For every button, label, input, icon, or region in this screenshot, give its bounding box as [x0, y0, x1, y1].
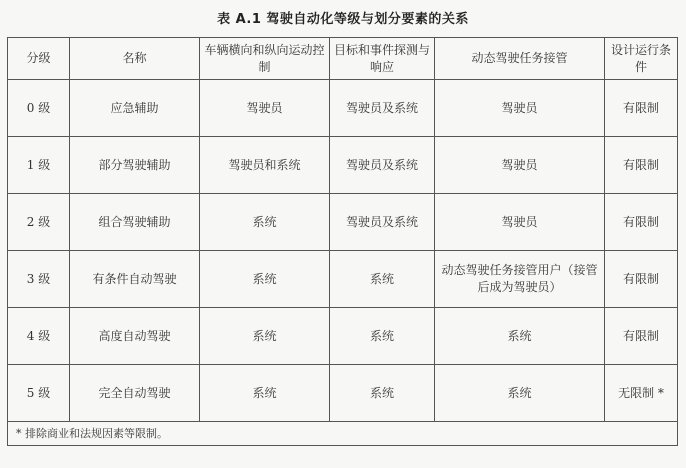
table-row — [8, 365, 678, 422]
cell-level: 1 级 — [8, 137, 70, 194]
footnote-row — [8, 422, 678, 446]
cell-detection-response: 系统 — [330, 251, 435, 308]
cell-takeover: 驾驶员 — [435, 194, 605, 251]
header-level: 分级 — [8, 38, 70, 80]
cell-level: 5 级 — [8, 365, 70, 422]
cell-detection-response: 系统 — [330, 308, 435, 365]
cell-motion-control: 系统 — [200, 194, 330, 251]
footnote: * 排除商业和法规因素等限制。 — [8, 422, 678, 446]
cell-odd: 有限制 — [605, 251, 678, 308]
cell-name: 有条件自动驾驶 — [70, 251, 200, 308]
cell-takeover: 系统 — [435, 308, 605, 365]
cell-takeover: 系统 — [435, 365, 605, 422]
table-row — [8, 251, 678, 308]
cell-motion-control: 驾驶员和系统 — [200, 137, 330, 194]
cell-motion-control: 系统 — [200, 308, 330, 365]
cell-name: 完全自动驾驶 — [70, 365, 200, 422]
header-odd: 设计运行条件 — [605, 38, 678, 80]
cell-level: 0 级 — [8, 80, 70, 137]
table-row — [8, 194, 678, 251]
cell-detection-response: 驾驶员及系统 — [330, 137, 435, 194]
header-detection-response: 目标和事件探测与响应 — [330, 38, 435, 80]
cell-odd: 有限制 — [605, 137, 678, 194]
cell-motion-control: 系统 — [200, 365, 330, 422]
automation-levels-table — [7, 37, 678, 446]
cell-detection-response: 驾驶员及系统 — [330, 194, 435, 251]
cell-level: 4 级 — [8, 308, 70, 365]
cell-odd: 无限制 * — [605, 365, 678, 422]
table-row — [8, 308, 678, 365]
cell-detection-response: 驾驶员及系统 — [330, 80, 435, 137]
cell-name: 部分驾驶辅助 — [70, 137, 200, 194]
table-row — [8, 137, 678, 194]
cell-odd: 有限制 — [605, 194, 678, 251]
cell-takeover: 驾驶员 — [435, 80, 605, 137]
cell-odd: 有限制 — [605, 308, 678, 365]
cell-level: 3 级 — [8, 251, 70, 308]
header-motion-control: 车辆横向和纵向运动控制 — [200, 38, 330, 80]
cell-motion-control: 驾驶员 — [200, 80, 330, 137]
cell-takeover: 驾驶员 — [435, 137, 605, 194]
cell-level: 2 级 — [8, 194, 70, 251]
cell-name: 应急辅助 — [70, 80, 200, 137]
cell-motion-control: 系统 — [200, 251, 330, 308]
table-row — [8, 80, 678, 137]
cell-name: 高度自动驾驶 — [70, 308, 200, 365]
table-title: 表 A.1 驾驶自动化等级与划分要素的关系 — [217, 12, 469, 27]
cell-takeover: 动态驾驶任务接管用户（接管后成为驾驶员） — [435, 251, 605, 308]
header-takeover: 动态驾驶任务接管 — [435, 38, 605, 80]
cell-detection-response: 系统 — [330, 365, 435, 422]
cell-name: 组合驾驶辅助 — [70, 194, 200, 251]
cell-odd: 有限制 — [605, 80, 678, 137]
header-row — [8, 38, 678, 80]
header-name: 名称 — [70, 38, 200, 80]
